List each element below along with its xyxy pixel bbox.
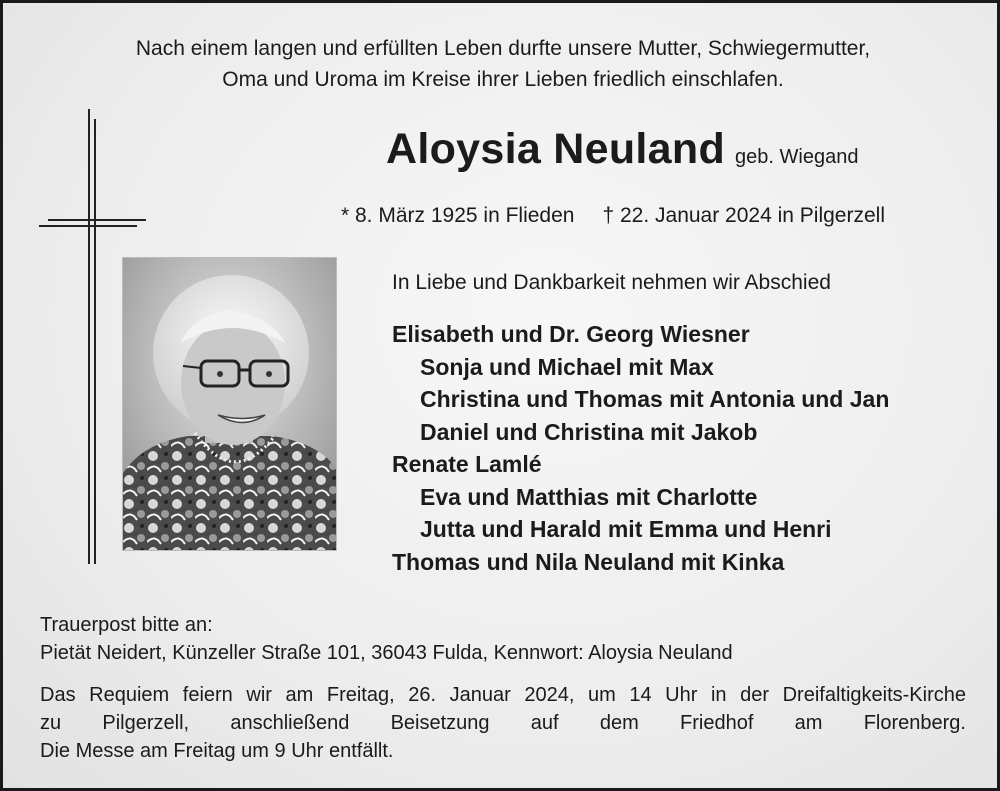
post-address: Pietät Neidert, Künzeller Straße 101, 36043 Fulda, Kennwort: Aloysia Neuland <box>40 642 733 664</box>
post-label: Trauerpost bitte an: <box>40 614 213 636</box>
requiem-line-1: Das Requiem feiern wir am Freitag, 26. Januar 2024, um 14 Uhr in der Dreifaltigkeits-Kirche <box>40 684 966 706</box>
requiem-line-3: Die Messe am Freitag um 9 Uhr entfällt. <box>40 740 394 762</box>
intro-text <box>3 33 1000 95</box>
family-member: Christina und Thomas mit Antonia und Jan <box>420 386 890 412</box>
family-member: Elisabeth und Dr. Georg Wiesner <box>392 321 750 347</box>
deceased-name-line <box>386 125 858 174</box>
requiem-info <box>40 681 966 765</box>
family-member: Sonja und Michael mit Max <box>420 353 714 380</box>
intro-line-1: Nach einem langen und erfüllten Leben durfte unsere Mutter, Schwiegermutter, <box>135 37 871 60</box>
family-list <box>392 318 889 578</box>
deceased-name: Aloysia Neuland <box>386 125 726 173</box>
death-date: † 22. Januar 2024 in Pilgerzell <box>602 204 885 227</box>
intro-line-2: Oma und Uroma im Kreise ihrer Lieben friedlich einschlafen. <box>222 68 784 91</box>
cross-icon-horizontal-1 <box>48 219 146 221</box>
family-member: Thomas und Nila Neuland mit Kinka <box>392 548 785 575</box>
mourning-post-info <box>40 611 733 667</box>
family-member: Daniel und Christina mit Jakob <box>420 418 758 445</box>
life-dates <box>341 204 885 228</box>
cross-icon-horizontal-2 <box>39 225 137 227</box>
birth-date: * 8. März 1925 in Flieden <box>341 204 575 227</box>
family-member: Renate Lamlé <box>392 451 542 477</box>
farewell-text: In Liebe und Dankbarkeit nehmen wir Abschied <box>392 271 831 294</box>
portrait-image <box>123 258 336 550</box>
maiden-name: geb. Wiegand <box>735 146 859 168</box>
cross-icon-vertical-2 <box>94 119 96 564</box>
family-member: Jutta und Harald mit Emma und Henri <box>420 516 832 542</box>
cross-icon-vertical-1 <box>88 109 90 564</box>
portrait-photo <box>122 257 337 551</box>
requiem-line-2: zu Pilgerzell, anschließend Beisetzung auf dem Friedhof am Florenberg. <box>40 712 966 734</box>
family-member: Eva und Matthias mit Charlotte <box>420 483 758 510</box>
